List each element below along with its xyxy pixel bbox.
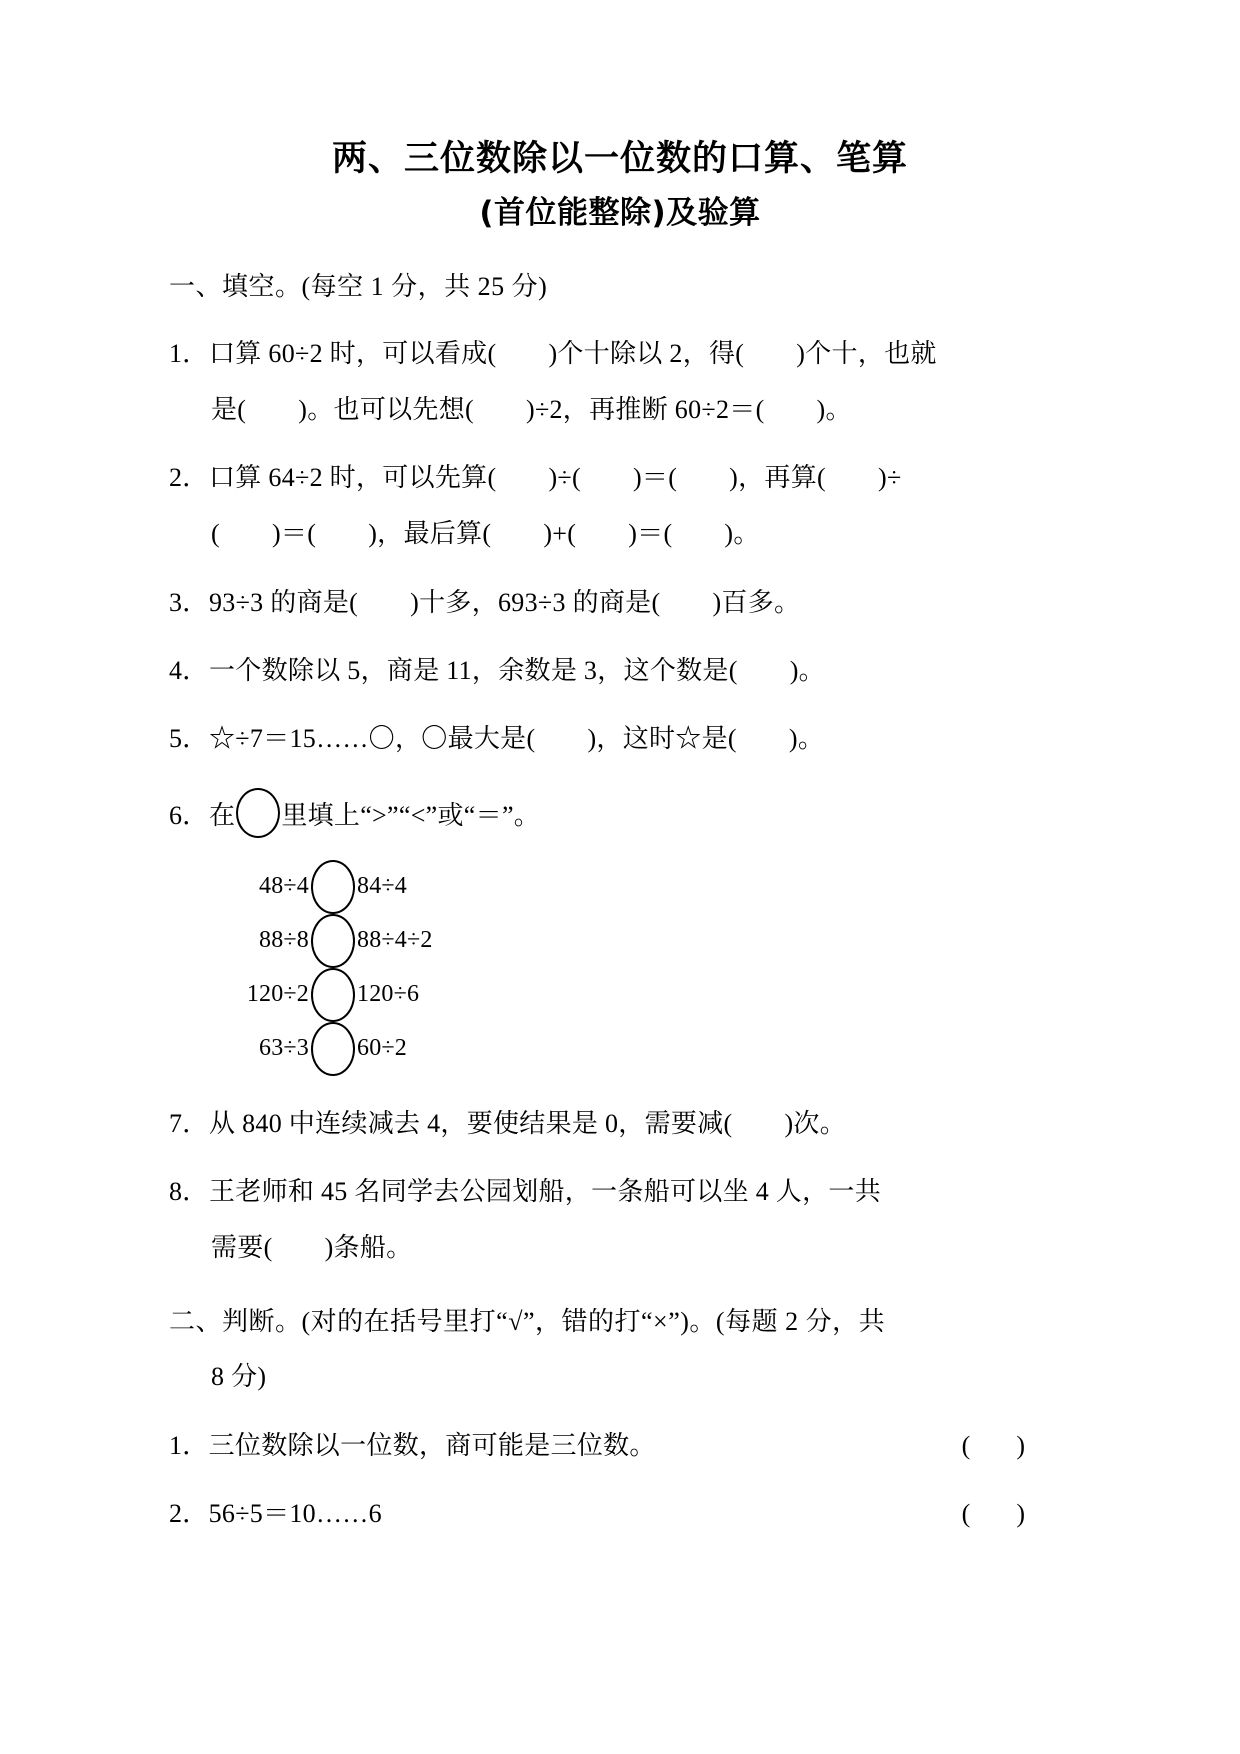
question-5-text-a: ☆÷7＝15……〇，〇最大是( xyxy=(209,724,536,754)
question-3 xyxy=(169,583,1085,623)
judgement-question-1 xyxy=(169,1426,1085,1466)
question-8-line-1 xyxy=(169,1172,1085,1212)
question-3-text-b: )十多，693÷3 的商是( xyxy=(410,587,661,617)
bracket-close: ) xyxy=(1016,1430,1025,1460)
page-subtitle: (首位能整除)及验算 xyxy=(479,194,761,231)
question-1-text-f: )÷2，再推断 60÷2＝( xyxy=(525,394,765,424)
compare-left-expression: 88÷8 xyxy=(259,927,309,954)
question-5 xyxy=(169,719,1085,759)
question-1-text-e: )。也可以先想( xyxy=(298,394,474,424)
question-1-text-a: 口算 60÷2 时，可以看成( xyxy=(209,338,497,368)
judgement-2-text: 56÷5＝10……6 xyxy=(208,1499,382,1529)
question-4-text-a: 一个数除以 5，商是 11，余数是 3，这个数是( xyxy=(209,655,738,685)
question-4-number: 4． xyxy=(169,655,209,685)
question-7-text-b: )次。 xyxy=(784,1108,847,1138)
question-5-number: 5． xyxy=(169,724,209,754)
compare-row xyxy=(213,914,1085,968)
compare-row xyxy=(213,1022,1085,1076)
question-6-text-b: 里填上“>”“<”或“＝”。 xyxy=(281,800,541,830)
question-1-text-c: )个十，也就 xyxy=(796,338,937,368)
compare-right-expression: 120÷6 xyxy=(357,981,420,1008)
question-2-text-j: )＝( xyxy=(628,519,673,549)
question-6-prompt xyxy=(169,788,1085,838)
judgement-1-number: 1． xyxy=(169,1430,209,1460)
question-1-text-g: )。 xyxy=(816,394,852,424)
question-3-number: 3． xyxy=(169,587,209,617)
bracket-open: ( xyxy=(961,1499,971,1529)
circle-icon[interactable] xyxy=(311,1022,355,1076)
question-2-line-2 xyxy=(169,514,1085,554)
question-1-text-b: )个十除以 2，得( xyxy=(548,338,745,368)
circle-icon[interactable] xyxy=(311,968,355,1022)
question-6-compare-list xyxy=(169,860,1085,1076)
question-2-text-g: )＝( xyxy=(271,519,317,549)
question-8-text-b: 需要( xyxy=(211,1233,273,1263)
question-2-text-k: )。 xyxy=(724,519,760,549)
circle-icon[interactable] xyxy=(311,914,355,968)
question-1-line-1 xyxy=(169,334,1085,374)
question-1-line-2 xyxy=(169,390,1085,430)
question-2-text-c: )＝( xyxy=(632,463,678,493)
circle-icon[interactable] xyxy=(311,860,355,914)
question-2-text-i: )+( xyxy=(543,519,577,549)
question-2-text-f: ( xyxy=(211,519,220,549)
title-block xyxy=(0,0,1240,233)
judgement-1-text: 三位数除以一位数，商可能是三位数。 xyxy=(208,1430,656,1460)
compare-left-expression: 48÷4 xyxy=(259,873,309,900)
question-8-line-2 xyxy=(169,1228,1085,1268)
question-2-text-b: )÷( xyxy=(548,463,581,493)
question-6-number: 6． xyxy=(169,800,209,830)
compare-right-expression: 60÷2 xyxy=(357,1035,407,1062)
section-heading-judgement-line-2: 8 分) xyxy=(211,1362,267,1392)
judgement-1-answer-bracket[interactable] xyxy=(962,1426,1085,1466)
section-heading-judgement-line-1: 二、判断。(对的在括号里打“√”，错的打“×”)。(每题 2 分，共 xyxy=(169,1307,886,1337)
circle-icon xyxy=(236,788,280,838)
judgement-question-2 xyxy=(169,1494,1085,1534)
question-8-text-a: 王老师和 45 名同学去公园划船，一条船可以坐 4 人，一共 xyxy=(209,1176,882,1206)
compare-row xyxy=(213,860,1085,914)
question-2-text-d: )，再算( xyxy=(729,463,826,493)
question-7-number: 7． xyxy=(169,1108,209,1138)
section-heading-fill-in: 一、填空。(每空 1 分，共 25 分) xyxy=(169,271,548,301)
question-1-number: 1． xyxy=(169,338,209,368)
question-4-text-b: )。 xyxy=(789,655,825,685)
question-2-text-e: )÷ xyxy=(877,463,902,493)
question-2-text-a: 口算 64÷2 时，可以先算( xyxy=(209,463,497,493)
question-2-text-h: )，最后算( xyxy=(368,519,492,549)
worksheet-content xyxy=(155,267,1085,1535)
compare-right-expression: 84÷4 xyxy=(357,873,407,900)
judgement-2-number: 2． xyxy=(169,1499,209,1529)
question-4 xyxy=(169,651,1085,691)
question-5-text-b: )，这时☆是( xyxy=(587,724,737,754)
bracket-close: ) xyxy=(1016,1499,1025,1529)
compare-right-expression: 88÷4÷2 xyxy=(357,927,433,954)
question-7 xyxy=(169,1104,1085,1144)
question-5-text-c: )。 xyxy=(788,724,825,754)
question-7-text-a: 从 840 中连续减去 4，要使结果是 0，需要减( xyxy=(209,1108,733,1138)
question-8-number: 8． xyxy=(169,1176,209,1206)
question-6-text-a: 在 xyxy=(209,800,236,830)
judgement-2-answer-bracket[interactable] xyxy=(962,1494,1085,1534)
question-3-text-a: 93÷3 的商是( xyxy=(209,587,359,617)
question-2-line-1 xyxy=(169,458,1085,498)
question-2-number: 2． xyxy=(169,463,209,493)
page-title: 两、三位数除以一位数的口算、笔算 xyxy=(331,139,908,179)
compare-left-expression: 63÷3 xyxy=(259,1035,309,1062)
compare-left-expression: 120÷2 xyxy=(246,981,309,1008)
question-3-text-c: )百多。 xyxy=(712,587,801,617)
compare-row xyxy=(213,968,1085,1022)
question-8-text-c: )条船。 xyxy=(324,1233,413,1263)
question-1-text-d: 是( xyxy=(211,394,247,424)
bracket-open: ( xyxy=(961,1430,971,1460)
